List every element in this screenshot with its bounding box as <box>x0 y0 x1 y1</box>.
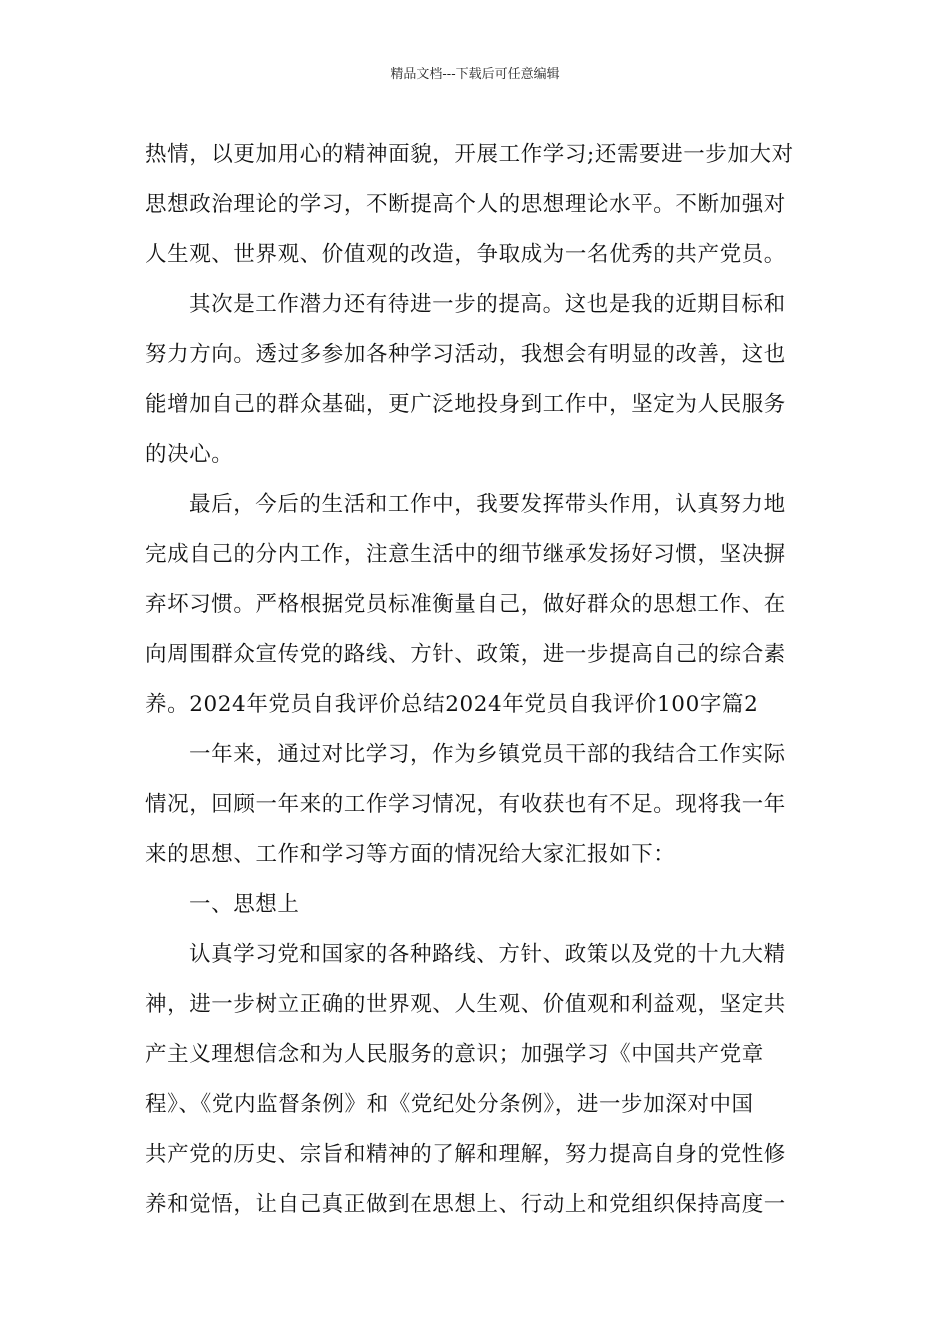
text-line: 思想政治理论的学习，不断提高个人的思想理论水平。不断加强对 <box>145 192 786 217</box>
paragraph-3 <box>145 480 810 730</box>
text-line: 情况，回顾一年来的工作学习情况，有收获也有不足。现将我一年 <box>145 792 786 817</box>
page-header: 精品文档---下载后可任意编辑 <box>390 67 560 82</box>
text-line: 养和觉悟，让自己真正做到在思想上、行动上和党组织保持高度一 <box>145 1192 786 1217</box>
text-line: 完成自己的分内工作，注意生活中的细节继承发扬好习惯，坚决摒 <box>145 542 786 567</box>
text-line: 养。2024年党员自我评价总结2024年党员自我评价100字篇2 <box>145 692 759 717</box>
text-line: 神，进一步树立正确的世界观、人生观、价值观和利益观，坚定共 <box>145 992 786 1017</box>
text-line: 热情，以更加用心的精神面貌，开展工作学习;还需要进一步加大对 <box>145 142 794 167</box>
paragraph-6 <box>145 930 810 1230</box>
text-line: 其次是工作潜力还有待进一步的提高。这也是我的近期目标和 <box>189 292 786 317</box>
paragraph-1 <box>145 130 810 280</box>
text-line: 向周围群众宣传党的路线、方针、政策，进一步提高自己的综合素 <box>145 642 786 667</box>
paragraph-4 <box>145 730 810 880</box>
text-line: 一年来，通过对比学习，作为乡镇党员干部的我结合工作实际 <box>189 742 786 767</box>
text-line: 最后，今后的生活和工作中，我要发挥带头作用，认真努力地 <box>189 492 786 517</box>
document-body <box>145 130 810 1230</box>
text-line: 共产党的历史、宗旨和精神的了解和理解，努力提高自身的党性修 <box>145 1142 786 1167</box>
text-line: 的决心。 <box>145 442 234 467</box>
text-line: 弃坏习惯。严格根据党员标准衡量自己，做好群众的思想工作、在 <box>145 592 786 617</box>
text-line: 产主义理想信念和为人民服务的意识；加强学习《中国共产党章 <box>145 1042 764 1067</box>
text-line: 程》、《党内监督条例》和《党纪处分条例》，进一步加深对中国 <box>145 1092 754 1117</box>
text-line: 认真学习党和国家的各种路线、方针、政策以及党的十九大精 <box>189 942 786 967</box>
paragraph-2 <box>145 280 810 480</box>
text-line: 努力方向。透过多参加各种学习活动，我想会有明显的改善，这也 <box>145 342 786 367</box>
text-line: 能增加自己的群众基础，更广泛地投身到工作中，坚定为人民服务 <box>145 392 786 417</box>
text-line: 来的思想、工作和学习等方面的情况给大家汇报如下： <box>145 842 676 867</box>
text-line: 人生观、世界观、价值观的改造，争取成为一名优秀的共产党员。 <box>145 242 786 267</box>
text-line: 一、思想上 <box>189 892 300 917</box>
section-heading <box>145 880 810 930</box>
